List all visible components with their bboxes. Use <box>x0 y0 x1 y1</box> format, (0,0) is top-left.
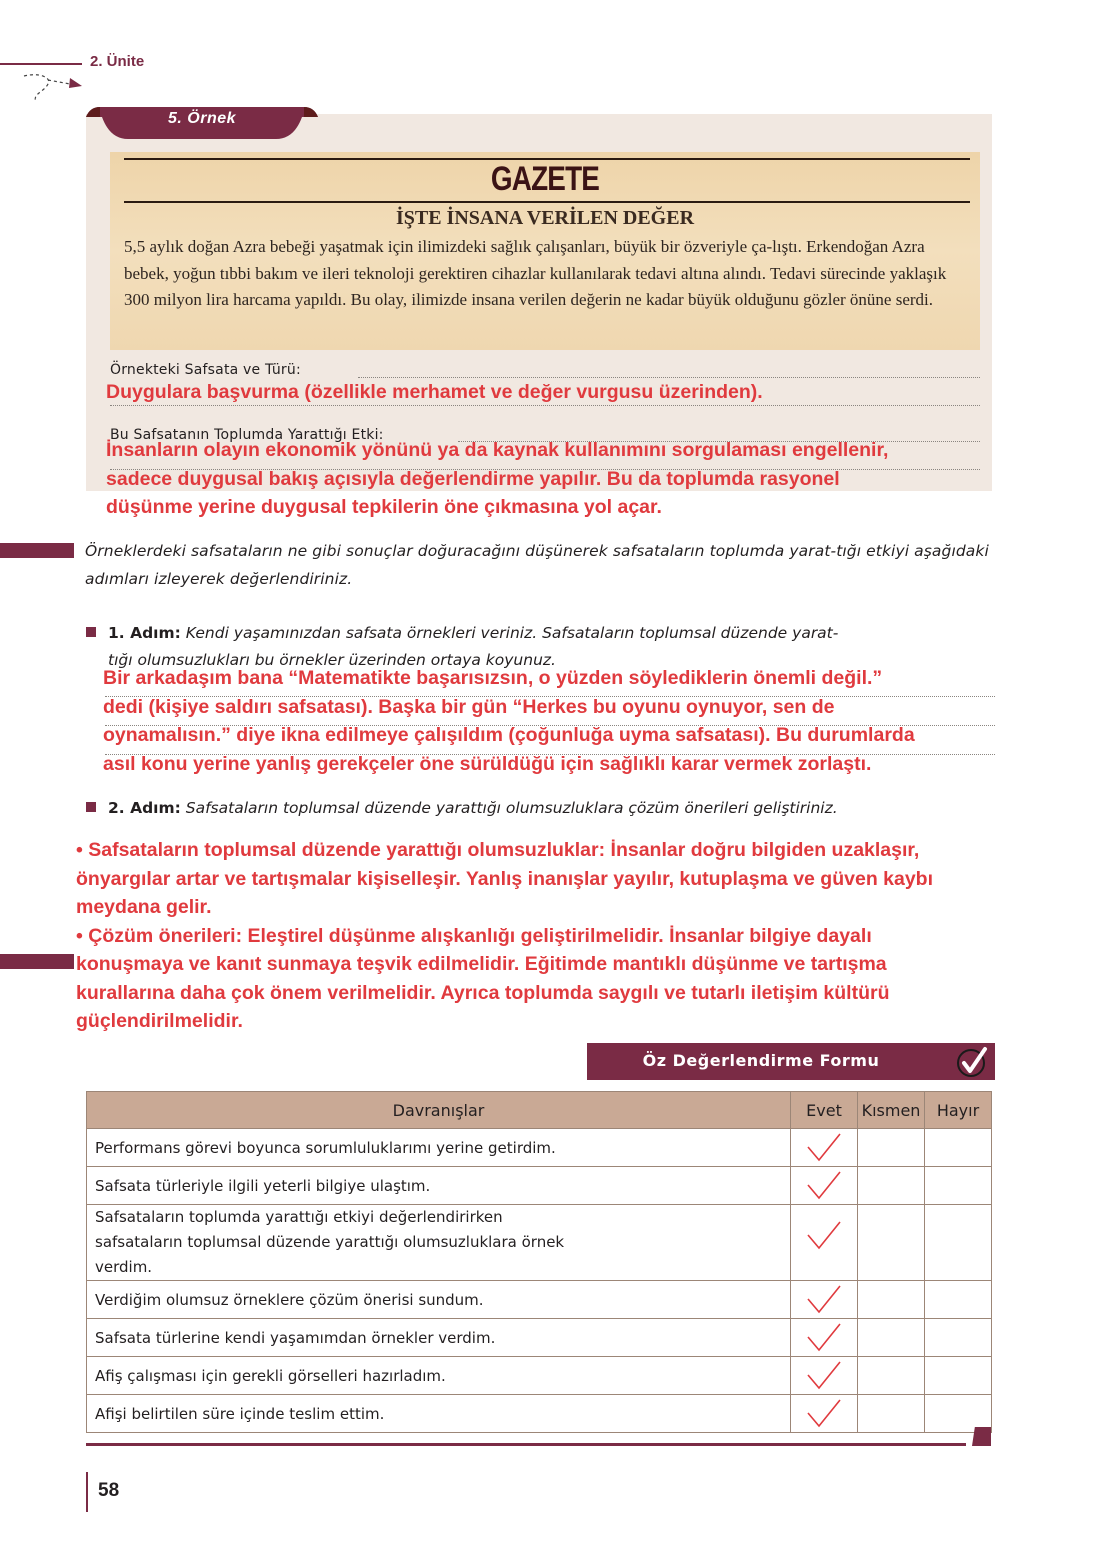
answer-line: İnsanların olayın ekonomik yönünü ya da kaynak kullanımını sorgulaması engellenir, <box>106 439 889 461</box>
table-row <box>87 1357 992 1395</box>
answer-dotted-line <box>110 405 980 406</box>
column-header-no: Hayır <box>925 1092 992 1129</box>
partly-cell[interactable] <box>858 1281 925 1319</box>
social-effect-answer[interactable] <box>106 436 888 522</box>
newspaper-headline: İŞTE İNSANA VERİLEN DEĞER <box>395 207 695 229</box>
side-marker-bar <box>0 543 74 558</box>
table-row <box>87 1319 992 1357</box>
fallacy-type-label: Örnekteki Safsata ve Türü: <box>110 362 301 378</box>
behavior-cell: Safsataların toplumda yarattığı etkiyi değerlendirirken safsataların toplumsal düzende yarattığı olumsuzluklara örnek verdim. <box>87 1205 791 1281</box>
check-circle-icon <box>955 1045 989 1079</box>
newspaper-clipping <box>110 152 980 350</box>
answer-line: • Safsataların toplumsal düzende yarattığı olumsuzluklar: İnsanlar doğru bilgiden uzaklaşır, <box>76 839 920 861</box>
answer-line: düşünme yerine duygusal tepkilerin öne çıkmasına yol açar. <box>106 496 662 518</box>
partly-cell[interactable] <box>858 1129 925 1167</box>
table-row <box>87 1129 992 1167</box>
step-title: 2. Adım: <box>108 799 181 817</box>
table-row <box>87 1167 992 1205</box>
answer-line: oynamalısın.” diye ikna edilmeye çalışıldım (çoğunluğa uyma safsatası). Bu durumlarda <box>103 724 915 746</box>
partly-cell[interactable] <box>858 1167 925 1205</box>
side-marker-bar <box>0 954 74 969</box>
answer-line: meydana gelir. <box>76 896 212 918</box>
no-cell[interactable] <box>925 1167 992 1205</box>
behavior-cell: Safsata türleriyle ilgili yeterli bilgiye ulaştım. <box>87 1167 791 1205</box>
step-text: tığı olumsuzlukları bu örnekler üzerinden ortaya koyunuz. <box>108 651 556 669</box>
unit-label: 2. Ünite <box>90 53 145 70</box>
dashed-arrow-icon <box>22 72 84 106</box>
checkmark-icon <box>804 1359 844 1393</box>
newspaper-body: 5,5 aylık doğan Azra bebeği yaşatmak için ilimizdeki sağlık çalışanları, büyük bir özveriyle ça-lıştı. Erkendoğan Azra bebek, yoğun tıbbi bakım ve ileri teknoloji gerektiren cihazlar kullanılarak tedavi altına alındı. Tedavi sürecinde yaklaşık 300 milyon lira harcama yapıldı. Bu olay, ilimizde insana verilen değerin ne kadar büyük olduğunu gözler önüne serdi. <box>124 237 947 309</box>
answer-line: dedi (kişiye saldırı safsatası). Başka bir gün “Herkes bu oyunu oynuyor, sen de <box>103 695 835 718</box>
unit-header-line <box>0 63 82 65</box>
checkmark-icon <box>804 1169 844 1203</box>
yes-cell[interactable] <box>791 1319 858 1357</box>
no-cell[interactable] <box>925 1281 992 1319</box>
no-cell[interactable] <box>925 1129 992 1167</box>
instruction-text: Örneklerdeki safsataların ne gibi sonuçlar doğuracağını düşünerek safsataların toplumda yarat-tığı etkiyi aşağıdaki adımları izleyerek değerlendiriniz. <box>85 542 989 588</box>
square-bullet-icon <box>86 802 96 812</box>
no-cell[interactable] <box>925 1357 992 1395</box>
yes-cell[interactable] <box>791 1395 858 1433</box>
answer-line: sadece duygusal bakış açısıyla değerlendirme yapılır. Bu da toplumda rasyonel <box>106 467 840 490</box>
step-2-answer[interactable] <box>76 836 933 1036</box>
step-2 <box>86 795 996 822</box>
answer-line: kurallarına daha çok önem verilmelidir. Ayrıca toplumda saygılı ve tutarlı iletişim kültürü <box>76 981 890 1004</box>
partly-cell[interactable] <box>858 1205 925 1281</box>
fallacy-type-answer[interactable]: Duygulara başvurma (özellikle merhamet ve değer vurgusu üzerinden). <box>106 381 763 403</box>
footer-rule <box>86 1443 966 1446</box>
behavior-cell: Afiş çalışması için gerekli görselleri hazırladım. <box>87 1357 791 1395</box>
social-effect-label: Bu Safsatanın Toplumda Yarattığı Etki: <box>110 427 384 443</box>
square-bullet-icon <box>86 627 96 637</box>
checkmark-icon <box>804 1283 844 1317</box>
partly-cell[interactable] <box>858 1319 925 1357</box>
answer-line: güçlendirilmelidir. <box>76 1010 243 1032</box>
self-assessment-header <box>587 1043 995 1080</box>
newspaper-masthead: GAZETE <box>490 160 600 198</box>
no-cell[interactable] <box>925 1319 992 1357</box>
column-header-partly: Kısmen <box>858 1092 925 1129</box>
answer-line: konuşmaya ve kanıt sunmaya teşvik edilmelidir. Eğitimde mantıklı düşünme ve tartışma <box>76 953 887 975</box>
table-row <box>87 1395 992 1433</box>
checkmark-icon <box>804 1397 844 1431</box>
answer-line: Bir arkadaşım bana “Matematikte başarısızsın, o yüzden söylediklerin önemli değil.” <box>103 667 883 689</box>
example-tab-label: 5. Örnek <box>167 110 237 127</box>
page-number: 58 <box>98 1480 120 1501</box>
step-1-answer[interactable] <box>103 664 915 778</box>
table-row <box>87 1205 992 1281</box>
checkmark-icon <box>804 1131 844 1165</box>
yes-cell[interactable] <box>791 1357 858 1395</box>
behavior-cell: Verdiğim olumsuz örneklere çözüm önerisi sundum. <box>87 1281 791 1319</box>
yes-cell[interactable] <box>791 1167 858 1205</box>
checkmark-icon <box>804 1321 844 1355</box>
partly-cell[interactable] <box>858 1357 925 1395</box>
step-title: 1. Adım: <box>108 624 181 642</box>
checkmark-icon <box>804 1219 844 1253</box>
behavior-cell: Safsata türlerine kendi yaşamımdan örnekler verdim. <box>87 1319 791 1357</box>
partly-cell[interactable] <box>858 1395 925 1433</box>
answer-line: asıl konu yerine yanlış gerekçeler öne sürüldüğü için sağlıklı karar vermek zorlaştı. <box>103 752 872 775</box>
no-cell[interactable] <box>925 1205 992 1281</box>
table-header-row <box>87 1092 992 1129</box>
self-assessment-title: Öz Değerlendirme Formu <box>642 1051 880 1070</box>
step-text: Safsataların toplumsal düzende yarattığı olumsuzluklara çözüm önerileri geliştiriniz. <box>185 799 838 817</box>
masthead-bottom-rule <box>124 201 970 203</box>
behavior-cell: Performans görevi boyunca sorumluluklarımı yerine getirdim. <box>87 1129 791 1167</box>
self-assessment-table <box>86 1091 992 1433</box>
step-text: Kendi yaşamınızdan safsata örnekleri veriniz. Safsataların toplumsal düzende yarat- <box>185 624 839 642</box>
yes-cell[interactable] <box>791 1129 858 1167</box>
page-number-divider <box>86 1472 88 1512</box>
answer-line: • Çözüm önerileri: Eleştirel düşünme alışkanlığı geliştirilmelidir. İnsanlar bilgiye dayalı <box>76 924 872 947</box>
yes-cell[interactable] <box>791 1205 858 1281</box>
table-row <box>87 1281 992 1319</box>
footer-marker-block <box>972 1427 991 1446</box>
no-cell[interactable] <box>925 1395 992 1433</box>
column-header-behaviors: Davranışlar <box>87 1092 791 1129</box>
yes-cell[interactable] <box>791 1281 858 1319</box>
answer-line: önyargılar artar ve tartışmalar kişiselleşir. Yanlış inanışlar yayılır, kutuplaşma ve güven kaybı <box>76 867 934 890</box>
column-header-yes: Evet <box>791 1092 858 1129</box>
behavior-cell: Afişi belirtilen süre içinde teslim ettim. <box>87 1395 791 1433</box>
